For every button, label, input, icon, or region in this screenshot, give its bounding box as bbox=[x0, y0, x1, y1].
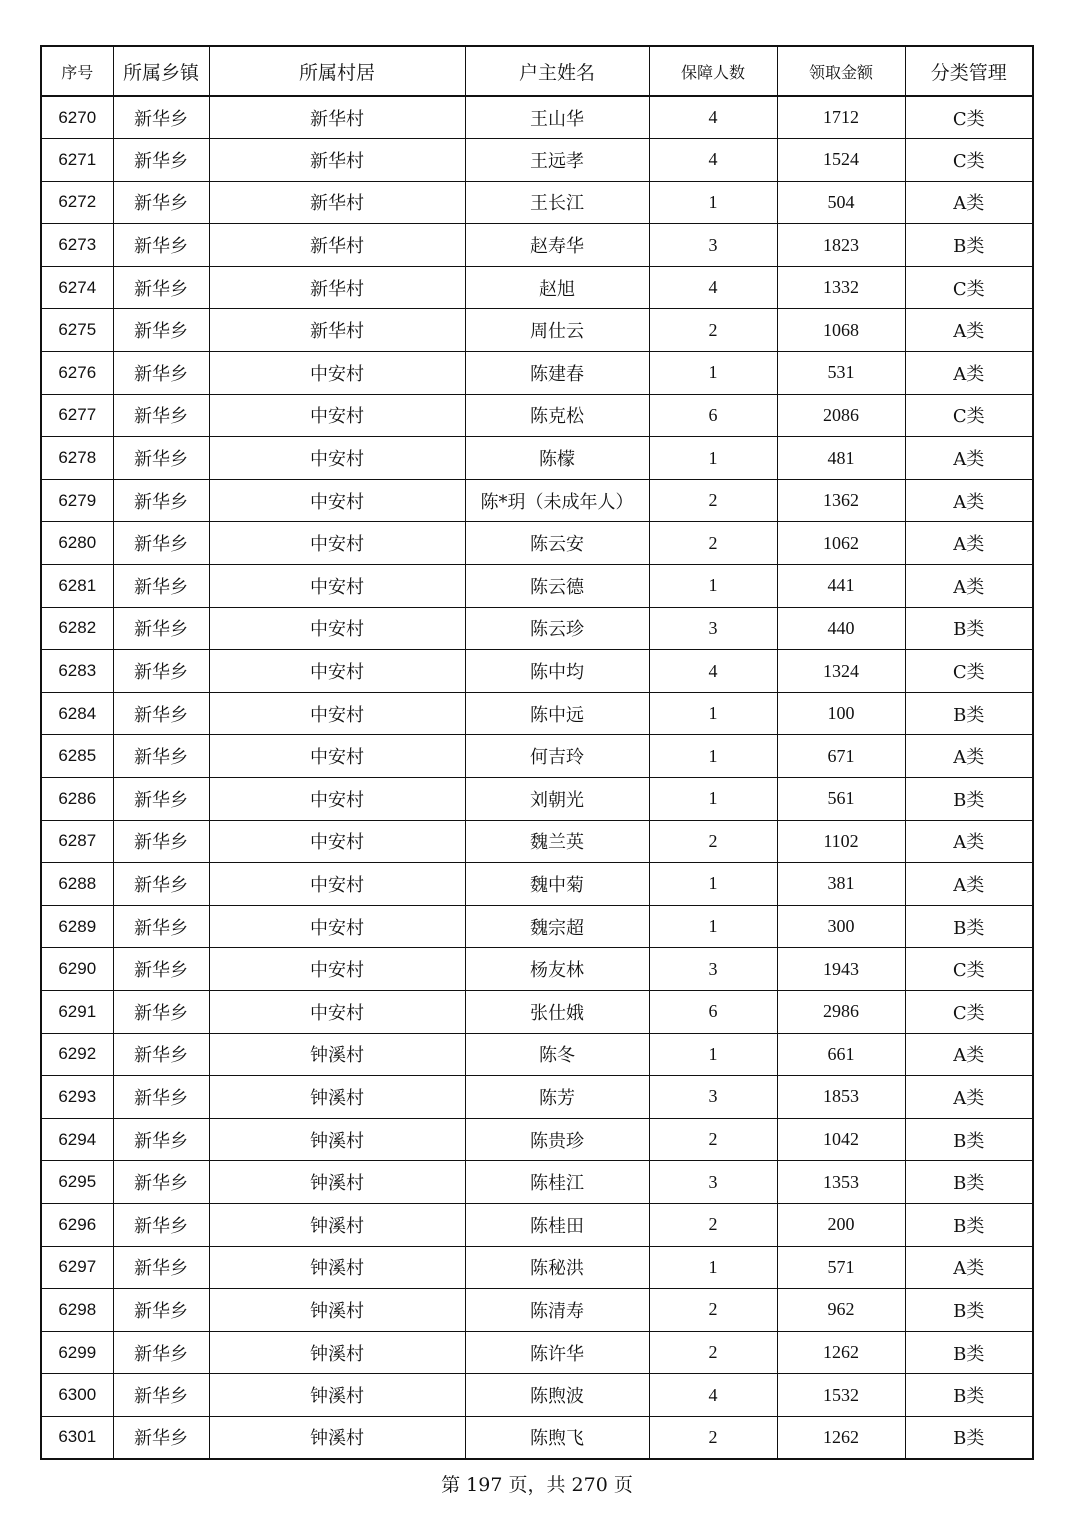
header-row bbox=[41, 46, 1033, 96]
table-row bbox=[41, 1246, 1033, 1289]
table-row bbox=[41, 266, 1033, 309]
cell-persons: 6 bbox=[649, 990, 777, 1033]
cell-village: 新华村 bbox=[209, 139, 465, 182]
cell-seq: 6298 bbox=[41, 1289, 113, 1332]
table-row bbox=[41, 1289, 1033, 1332]
cell-category: B类 bbox=[905, 905, 1033, 948]
cell-village: 中安村 bbox=[209, 522, 465, 565]
cell-persons: 2 bbox=[649, 479, 777, 522]
table-row bbox=[41, 863, 1033, 906]
table-row bbox=[41, 820, 1033, 863]
cell-householder: 赵寿华 bbox=[465, 224, 649, 267]
cell-amount: 1102 bbox=[777, 820, 905, 863]
table-row bbox=[41, 309, 1033, 352]
cell-amount: 2086 bbox=[777, 394, 905, 437]
cell-seq: 6273 bbox=[41, 224, 113, 267]
cell-householder: 陈*玥（未成年人） bbox=[465, 479, 649, 522]
cell-seq: 6296 bbox=[41, 1203, 113, 1246]
table-row bbox=[41, 479, 1033, 522]
table-row bbox=[41, 905, 1033, 948]
cell-amount: 481 bbox=[777, 437, 905, 480]
cell-persons: 1 bbox=[649, 1246, 777, 1289]
table-row bbox=[41, 181, 1033, 224]
cell-village: 钟溪村 bbox=[209, 1374, 465, 1417]
cell-seq: 6286 bbox=[41, 778, 113, 821]
cell-seq: 6272 bbox=[41, 181, 113, 224]
cell-amount: 440 bbox=[777, 607, 905, 650]
table-row bbox=[41, 607, 1033, 650]
cell-category: B类 bbox=[905, 1161, 1033, 1204]
cell-category: B类 bbox=[905, 1289, 1033, 1332]
cell-seq: 6271 bbox=[41, 139, 113, 182]
cell-seq: 6295 bbox=[41, 1161, 113, 1204]
cell-seq: 6301 bbox=[41, 1416, 113, 1459]
table-row bbox=[41, 352, 1033, 395]
cell-amount: 1332 bbox=[777, 266, 905, 309]
cell-township: 新华乡 bbox=[113, 778, 209, 821]
cell-persons: 6 bbox=[649, 394, 777, 437]
table-body bbox=[41, 96, 1033, 1459]
table-row bbox=[41, 139, 1033, 182]
cell-householder: 张仕娥 bbox=[465, 990, 649, 1033]
cell-amount: 531 bbox=[777, 352, 905, 395]
cell-village: 钟溪村 bbox=[209, 1289, 465, 1332]
table-row bbox=[41, 1416, 1033, 1459]
cell-village: 钟溪村 bbox=[209, 1161, 465, 1204]
cell-persons: 3 bbox=[649, 1161, 777, 1204]
header-township: 所属乡镇 bbox=[113, 46, 209, 96]
cell-amount: 441 bbox=[777, 565, 905, 608]
cell-amount: 1062 bbox=[777, 522, 905, 565]
cell-village: 中安村 bbox=[209, 394, 465, 437]
cell-township: 新华乡 bbox=[113, 692, 209, 735]
cell-village: 中安村 bbox=[209, 352, 465, 395]
cell-persons: 2 bbox=[649, 1289, 777, 1332]
cell-village: 钟溪村 bbox=[209, 1331, 465, 1374]
table-row bbox=[41, 1203, 1033, 1246]
cell-amount: 200 bbox=[777, 1203, 905, 1246]
cell-householder: 陈云珍 bbox=[465, 607, 649, 650]
cell-category: C类 bbox=[905, 948, 1033, 991]
cell-seq: 6292 bbox=[41, 1033, 113, 1076]
cell-householder: 周仕云 bbox=[465, 309, 649, 352]
cell-seq: 6294 bbox=[41, 1118, 113, 1161]
table-row bbox=[41, 692, 1033, 735]
cell-category: A类 bbox=[905, 309, 1033, 352]
cell-category: C类 bbox=[905, 266, 1033, 309]
cell-amount: 381 bbox=[777, 863, 905, 906]
cell-persons: 2 bbox=[649, 309, 777, 352]
cell-householder: 陈清寿 bbox=[465, 1289, 649, 1332]
cell-persons: 1 bbox=[649, 863, 777, 906]
cell-village: 钟溪村 bbox=[209, 1118, 465, 1161]
cell-householder: 陈中远 bbox=[465, 692, 649, 735]
cell-householder: 魏中菊 bbox=[465, 863, 649, 906]
table-row bbox=[41, 1076, 1033, 1119]
cell-amount: 962 bbox=[777, 1289, 905, 1332]
cell-amount: 661 bbox=[777, 1033, 905, 1076]
cell-township: 新华乡 bbox=[113, 437, 209, 480]
cell-seq: 6287 bbox=[41, 820, 113, 863]
cell-village: 新华村 bbox=[209, 224, 465, 267]
cell-township: 新华乡 bbox=[113, 735, 209, 778]
table-row bbox=[41, 224, 1033, 267]
cell-category: C类 bbox=[905, 394, 1033, 437]
cell-householder: 陈桂江 bbox=[465, 1161, 649, 1204]
cell-village: 新华村 bbox=[209, 181, 465, 224]
cell-township: 新华乡 bbox=[113, 650, 209, 693]
cell-householder: 陈云德 bbox=[465, 565, 649, 608]
cell-village: 新华村 bbox=[209, 96, 465, 139]
cell-village: 中安村 bbox=[209, 778, 465, 821]
cell-village: 中安村 bbox=[209, 820, 465, 863]
cell-category: B类 bbox=[905, 692, 1033, 735]
cell-seq: 6274 bbox=[41, 266, 113, 309]
cell-amount: 1823 bbox=[777, 224, 905, 267]
table-row bbox=[41, 1118, 1033, 1161]
cell-category: A类 bbox=[905, 181, 1033, 224]
table-row bbox=[41, 565, 1033, 608]
cell-category: A类 bbox=[905, 820, 1033, 863]
cell-category: A类 bbox=[905, 565, 1033, 608]
cell-township: 新华乡 bbox=[113, 1331, 209, 1374]
cell-amount: 1943 bbox=[777, 948, 905, 991]
cell-householder: 陈云安 bbox=[465, 522, 649, 565]
table-row bbox=[41, 437, 1033, 480]
cell-category: C类 bbox=[905, 990, 1033, 1033]
cell-seq: 6290 bbox=[41, 948, 113, 991]
cell-amount: 300 bbox=[777, 905, 905, 948]
cell-village: 新华村 bbox=[209, 266, 465, 309]
table-row bbox=[41, 1331, 1033, 1374]
cell-amount: 561 bbox=[777, 778, 905, 821]
cell-householder: 杨友林 bbox=[465, 948, 649, 991]
table-row bbox=[41, 96, 1033, 139]
cell-category: B类 bbox=[905, 1118, 1033, 1161]
cell-township: 新华乡 bbox=[113, 565, 209, 608]
cell-persons: 1 bbox=[649, 181, 777, 224]
cell-persons: 2 bbox=[649, 1331, 777, 1374]
cell-seq: 6280 bbox=[41, 522, 113, 565]
cell-township: 新华乡 bbox=[113, 607, 209, 650]
cell-category: A类 bbox=[905, 735, 1033, 778]
cell-seq: 6300 bbox=[41, 1374, 113, 1417]
cell-village: 中安村 bbox=[209, 607, 465, 650]
table-row bbox=[41, 1161, 1033, 1204]
cell-seq: 6281 bbox=[41, 565, 113, 608]
cell-village: 中安村 bbox=[209, 437, 465, 480]
cell-persons: 1 bbox=[649, 352, 777, 395]
cell-persons: 2 bbox=[649, 820, 777, 863]
cell-seq: 6282 bbox=[41, 607, 113, 650]
header-householder: 户主姓名 bbox=[465, 46, 649, 96]
cell-category: B类 bbox=[905, 224, 1033, 267]
cell-amount: 504 bbox=[777, 181, 905, 224]
cell-township: 新华乡 bbox=[113, 266, 209, 309]
cell-householder: 陈芳 bbox=[465, 1076, 649, 1119]
table-row bbox=[41, 778, 1033, 821]
cell-category: A类 bbox=[905, 479, 1033, 522]
cell-village: 钟溪村 bbox=[209, 1203, 465, 1246]
cell-householder: 陈秘洪 bbox=[465, 1246, 649, 1289]
cell-township: 新华乡 bbox=[113, 1118, 209, 1161]
cell-township: 新华乡 bbox=[113, 224, 209, 267]
cell-persons: 4 bbox=[649, 1374, 777, 1417]
cell-category: B类 bbox=[905, 1203, 1033, 1246]
cell-village: 中安村 bbox=[209, 905, 465, 948]
cell-amount: 1068 bbox=[777, 309, 905, 352]
cell-township: 新华乡 bbox=[113, 905, 209, 948]
cell-township: 新华乡 bbox=[113, 1076, 209, 1119]
cell-householder: 陈中均 bbox=[465, 650, 649, 693]
table-header bbox=[41, 46, 1033, 96]
cell-householder: 陈檬 bbox=[465, 437, 649, 480]
cell-persons: 4 bbox=[649, 96, 777, 139]
table-row bbox=[41, 990, 1033, 1033]
cell-persons: 1 bbox=[649, 437, 777, 480]
cell-householder: 陈桂田 bbox=[465, 1203, 649, 1246]
cell-householder: 赵旭 bbox=[465, 266, 649, 309]
cell-amount: 1042 bbox=[777, 1118, 905, 1161]
cell-category: B类 bbox=[905, 1416, 1033, 1459]
cell-township: 新华乡 bbox=[113, 181, 209, 224]
cell-township: 新华乡 bbox=[113, 990, 209, 1033]
cell-amount: 1262 bbox=[777, 1331, 905, 1374]
cell-persons: 3 bbox=[649, 607, 777, 650]
cell-amount: 1324 bbox=[777, 650, 905, 693]
header-category: 分类管理 bbox=[905, 46, 1033, 96]
cell-village: 中安村 bbox=[209, 692, 465, 735]
cell-village: 钟溪村 bbox=[209, 1416, 465, 1459]
cell-seq: 6291 bbox=[41, 990, 113, 1033]
cell-householder: 陈冬 bbox=[465, 1033, 649, 1076]
data-table bbox=[40, 45, 1034, 1460]
cell-persons: 1 bbox=[649, 778, 777, 821]
table-row bbox=[41, 522, 1033, 565]
cell-amount: 1362 bbox=[777, 479, 905, 522]
cell-householder: 何吉玲 bbox=[465, 735, 649, 778]
cell-householder: 魏宗超 bbox=[465, 905, 649, 948]
table-row bbox=[41, 735, 1033, 778]
cell-township: 新华乡 bbox=[113, 1374, 209, 1417]
cell-village: 中安村 bbox=[209, 948, 465, 991]
cell-persons: 4 bbox=[649, 139, 777, 182]
cell-category: B类 bbox=[905, 778, 1033, 821]
cell-persons: 1 bbox=[649, 1033, 777, 1076]
cell-householder: 陈煦飞 bbox=[465, 1416, 649, 1459]
cell-seq: 6279 bbox=[41, 479, 113, 522]
header-persons: 保障人数 bbox=[649, 46, 777, 96]
cell-persons: 1 bbox=[649, 735, 777, 778]
table-row bbox=[41, 948, 1033, 991]
table-row bbox=[41, 1033, 1033, 1076]
page-number-footer: 第 197 页，共 270 页 bbox=[441, 1474, 633, 1496]
cell-persons: 3 bbox=[649, 1076, 777, 1119]
cell-village: 钟溪村 bbox=[209, 1033, 465, 1076]
table-row bbox=[41, 650, 1033, 693]
cell-township: 新华乡 bbox=[113, 309, 209, 352]
cell-householder: 陈建春 bbox=[465, 352, 649, 395]
cell-village: 钟溪村 bbox=[209, 1076, 465, 1119]
cell-township: 新华乡 bbox=[113, 1161, 209, 1204]
cell-seq: 6283 bbox=[41, 650, 113, 693]
cell-township: 新华乡 bbox=[113, 1246, 209, 1289]
cell-householder: 陈煦波 bbox=[465, 1374, 649, 1417]
cell-category: A类 bbox=[905, 1033, 1033, 1076]
cell-persons: 2 bbox=[649, 522, 777, 565]
cell-persons: 1 bbox=[649, 692, 777, 735]
cell-amount: 1712 bbox=[777, 96, 905, 139]
cell-persons: 1 bbox=[649, 565, 777, 608]
cell-persons: 2 bbox=[649, 1203, 777, 1246]
cell-category: B类 bbox=[905, 1331, 1033, 1374]
cell-category: C类 bbox=[905, 650, 1033, 693]
cell-householder: 刘朝光 bbox=[465, 778, 649, 821]
cell-amount: 2986 bbox=[777, 990, 905, 1033]
cell-householder: 王长江 bbox=[465, 181, 649, 224]
cell-township: 新华乡 bbox=[113, 394, 209, 437]
cell-category: C类 bbox=[905, 139, 1033, 182]
header-seq: 序号 bbox=[41, 46, 113, 96]
cell-village: 中安村 bbox=[209, 990, 465, 1033]
header-amount: 领取金额 bbox=[777, 46, 905, 96]
cell-category: B类 bbox=[905, 607, 1033, 650]
cell-township: 新华乡 bbox=[113, 863, 209, 906]
cell-amount: 1262 bbox=[777, 1416, 905, 1459]
cell-amount: 571 bbox=[777, 1246, 905, 1289]
cell-householder: 陈克松 bbox=[465, 394, 649, 437]
cell-category: A类 bbox=[905, 437, 1033, 480]
cell-householder: 魏兰英 bbox=[465, 820, 649, 863]
cell-persons: 1 bbox=[649, 905, 777, 948]
cell-category: B类 bbox=[905, 1374, 1033, 1417]
cell-township: 新华乡 bbox=[113, 1289, 209, 1332]
cell-seq: 6285 bbox=[41, 735, 113, 778]
cell-seq: 6297 bbox=[41, 1246, 113, 1289]
cell-township: 新华乡 bbox=[113, 820, 209, 863]
cell-village: 中安村 bbox=[209, 863, 465, 906]
cell-persons: 3 bbox=[649, 948, 777, 991]
cell-persons: 4 bbox=[649, 650, 777, 693]
cell-village: 中安村 bbox=[209, 735, 465, 778]
cell-category: A类 bbox=[905, 522, 1033, 565]
cell-amount: 1353 bbox=[777, 1161, 905, 1204]
cell-seq: 6284 bbox=[41, 692, 113, 735]
cell-seq: 6275 bbox=[41, 309, 113, 352]
cell-seq: 6289 bbox=[41, 905, 113, 948]
cell-householder: 王远孝 bbox=[465, 139, 649, 182]
cell-category: C类 bbox=[905, 96, 1033, 139]
cell-persons: 4 bbox=[649, 266, 777, 309]
cell-householder: 陈许华 bbox=[465, 1331, 649, 1374]
cell-village: 中安村 bbox=[209, 565, 465, 608]
cell-category: A类 bbox=[905, 1076, 1033, 1119]
cell-category: A类 bbox=[905, 352, 1033, 395]
cell-seq: 6277 bbox=[41, 394, 113, 437]
header-village: 所属村居 bbox=[209, 46, 465, 96]
cell-persons: 3 bbox=[649, 224, 777, 267]
cell-village: 中安村 bbox=[209, 650, 465, 693]
cell-seq: 6293 bbox=[41, 1076, 113, 1119]
cell-township: 新华乡 bbox=[113, 522, 209, 565]
cell-amount: 671 bbox=[777, 735, 905, 778]
cell-township: 新华乡 bbox=[113, 352, 209, 395]
cell-category: A类 bbox=[905, 1246, 1033, 1289]
cell-seq: 6299 bbox=[41, 1331, 113, 1374]
cell-township: 新华乡 bbox=[113, 1203, 209, 1246]
cell-township: 新华乡 bbox=[113, 479, 209, 522]
cell-township: 新华乡 bbox=[113, 139, 209, 182]
cell-category: A类 bbox=[905, 863, 1033, 906]
cell-persons: 2 bbox=[649, 1118, 777, 1161]
cell-amount: 1532 bbox=[777, 1374, 905, 1417]
cell-amount: 1524 bbox=[777, 139, 905, 182]
cell-seq: 6278 bbox=[41, 437, 113, 480]
cell-seq: 6270 bbox=[41, 96, 113, 139]
table-row bbox=[41, 394, 1033, 437]
cell-village: 钟溪村 bbox=[209, 1246, 465, 1289]
cell-householder: 王山华 bbox=[465, 96, 649, 139]
cell-village: 中安村 bbox=[209, 479, 465, 522]
cell-township: 新华乡 bbox=[113, 96, 209, 139]
cell-village: 新华村 bbox=[209, 309, 465, 352]
cell-seq: 6288 bbox=[41, 863, 113, 906]
cell-township: 新华乡 bbox=[113, 1416, 209, 1459]
cell-amount: 1853 bbox=[777, 1076, 905, 1119]
cell-persons: 2 bbox=[649, 1416, 777, 1459]
cell-township: 新华乡 bbox=[113, 1033, 209, 1076]
cell-amount: 100 bbox=[777, 692, 905, 735]
table-row bbox=[41, 1374, 1033, 1417]
cell-township: 新华乡 bbox=[113, 948, 209, 991]
cell-householder: 陈贵珍 bbox=[465, 1118, 649, 1161]
cell-seq: 6276 bbox=[41, 352, 113, 395]
